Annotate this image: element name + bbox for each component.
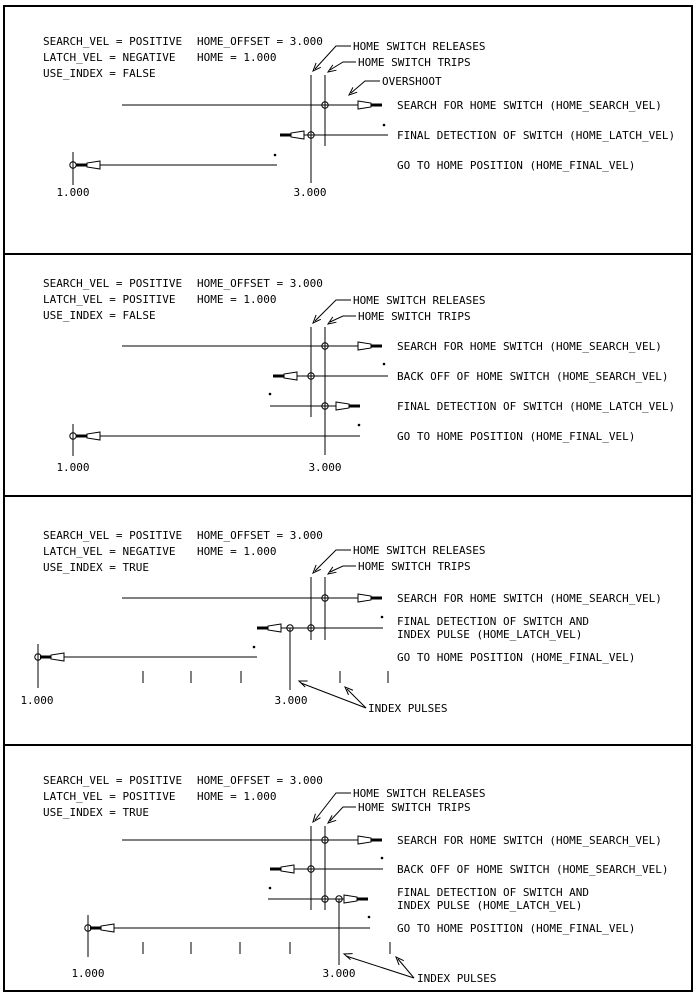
panel-2-params — [43, 277, 323, 322]
panel-3-params — [43, 529, 323, 574]
panel-2-move-search — [122, 340, 662, 353]
home-value-label: 1.000 — [20, 694, 54, 707]
index-leader-arrow-icon — [298, 678, 308, 687]
callout-home-switch-releases: HOME SWITCH RELEASES — [353, 40, 486, 53]
panel-1-move-gohome — [70, 154, 636, 172]
callout-home-switch-trips: HOME SWITCH TRIPS — [358, 56, 471, 69]
panel-4-move-backoff — [270, 857, 669, 876]
panel-2-move-backoff — [273, 363, 669, 383]
param-use-index: USE_INDEX = FALSE — [43, 309, 156, 322]
panel-3-move-search — [122, 592, 662, 605]
home-value-label: 1.000 — [56, 461, 90, 474]
panel-3-move-gohome — [35, 646, 636, 664]
step-backoff-label: BACK OFF OF HOME SWITCH (HOME_SEARCH_VEL) — [397, 863, 669, 876]
step-gohome-label: GO TO HOME POSITION (HOME_FINAL_VEL) — [397, 159, 636, 172]
panel-2-callouts — [311, 294, 486, 327]
param-latch-vel: LATCH_VEL = NEGATIVE — [43, 51, 176, 64]
step-gohome-label: GO TO HOME POSITION (HOME_FINAL_VEL) — [397, 651, 636, 664]
index-leader-2 — [347, 689, 366, 708]
start-dot — [381, 857, 384, 860]
left-arrow-icon — [257, 624, 281, 632]
panel-4-params — [43, 774, 323, 819]
index-leader-1 — [346, 956, 414, 978]
param-latch-vel: LATCH_VEL = POSITIVE — [43, 790, 176, 803]
callout-home-switch-trips: HOME SWITCH TRIPS — [358, 801, 471, 814]
releases-leader — [315, 46, 351, 69]
right-arrow-icon — [358, 342, 382, 350]
right-arrow-icon — [358, 836, 382, 844]
right-arrow-icon — [336, 402, 360, 410]
right-arrow-icon — [358, 594, 382, 602]
param-use-index: USE_INDEX = TRUE — [43, 561, 149, 574]
param-home: HOME = 1.000 — [197, 293, 277, 306]
param-latch-vel: LATCH_VEL = NEGATIVE — [43, 545, 176, 558]
callout-home-switch-trips: HOME SWITCH TRIPS — [358, 310, 471, 323]
offset-value-label: 3.000 — [293, 186, 327, 199]
index-pulses-label: INDEX PULSES — [417, 972, 497, 985]
releases-leader — [315, 550, 351, 571]
param-use-index: USE_INDEX = FALSE — [43, 67, 156, 80]
step-backoff-label: BACK OFF OF HOME SWITCH (HOME_SEARCH_VEL) — [397, 370, 669, 383]
offset-value-label: 3.000 — [274, 694, 308, 707]
panel-4-callouts — [310, 787, 485, 825]
panel-1-callouts — [311, 40, 486, 97]
panel-2-move-gohome — [70, 424, 636, 443]
left-arrow-icon — [40, 653, 64, 661]
overshoot-leader — [351, 81, 380, 93]
panel-1 — [43, 35, 675, 199]
index-leader-arrow-icon — [343, 951, 353, 960]
callout-home-switch-releases: HOME SWITCH RELEASES — [353, 544, 486, 557]
trips-leader — [330, 807, 356, 821]
param-latch-vel: LATCH_VEL = POSITIVE — [43, 293, 176, 306]
callout-home-switch-releases: HOME SWITCH RELEASES — [353, 787, 486, 800]
step-gohome-label: GO TO HOME POSITION (HOME_FINAL_VEL) — [397, 430, 636, 443]
home-value-label: 1.000 — [56, 186, 90, 199]
right-arrow-icon — [358, 101, 382, 109]
right-arrow-icon — [344, 895, 368, 903]
callout-overshoot: OVERSHOOT — [382, 75, 442, 88]
param-home: HOME = 1.000 — [197, 545, 277, 558]
step-search-label: SEARCH FOR HOME SWITCH (HOME_SEARCH_VEL) — [397, 99, 662, 112]
step-final-label-line2: INDEX PULSE (HOME_LATCH_VEL) — [397, 899, 583, 912]
start-dot — [358, 424, 361, 427]
step-search-label: SEARCH FOR HOME SWITCH (HOME_SEARCH_VEL) — [397, 592, 662, 605]
start-dot — [253, 646, 256, 649]
step-final-label-line1: FINAL DETECTION OF SWITCH AND — [397, 615, 590, 628]
step-search-label: SEARCH FOR HOME SWITCH (HOME_SEARCH_VEL) — [397, 340, 662, 353]
panel-1-axis — [56, 152, 326, 199]
trips-leader — [330, 316, 356, 322]
start-dot — [381, 616, 384, 619]
callout-home-switch-trips: HOME SWITCH TRIPS — [358, 560, 471, 573]
left-arrow-icon — [273, 372, 297, 380]
panel-3-move-final — [257, 615, 589, 641]
step-gohome-label: GO TO HOME POSITION (HOME_FINAL_VEL) — [397, 922, 636, 935]
param-use-index: USE_INDEX = TRUE — [43, 806, 149, 819]
param-search-vel: SEARCH_VEL = POSITIVE — [43, 774, 183, 787]
panel-1-move-search — [122, 99, 662, 112]
step-final-label-line2: INDEX PULSE (HOME_LATCH_VEL) — [397, 628, 583, 641]
start-dot — [368, 916, 371, 919]
panel-1-switch-lines — [311, 75, 325, 183]
trips-leader — [330, 62, 356, 70]
param-home-offset: HOME_OFFSET = 3.000 — [197, 35, 323, 48]
left-arrow-icon — [270, 865, 294, 873]
step-final-label: FINAL DETECTION OF SWITCH (HOME_LATCH_VEL) — [397, 400, 676, 413]
start-dot — [269, 887, 272, 890]
home-value-label: 1.000 — [71, 967, 105, 980]
left-arrow-icon — [90, 924, 114, 932]
param-home-offset: HOME_OFFSET = 3.000 — [197, 529, 323, 542]
index-pulses-label: INDEX PULSES — [368, 702, 448, 715]
offset-value-label: 3.000 — [322, 967, 356, 980]
param-home-offset: HOME_OFFSET = 3.000 — [197, 774, 323, 787]
param-home: HOME = 1.000 — [197, 51, 277, 64]
trips-leader — [330, 566, 356, 572]
left-arrow-icon — [76, 161, 100, 169]
panel-3 — [20, 529, 661, 715]
step-final-label-line1: FINAL DETECTION OF SWITCH AND — [397, 886, 590, 899]
start-dot — [274, 154, 277, 157]
left-arrow-icon — [280, 131, 304, 139]
param-search-vel: SEARCH_VEL = POSITIVE — [43, 277, 183, 290]
panel-1-move-final — [280, 124, 675, 142]
releases-leader — [315, 300, 351, 321]
param-search-vel: SEARCH_VEL = POSITIVE — [43, 35, 183, 48]
panel-2-axis — [56, 424, 341, 474]
step-final-label: FINAL DETECTION OF SWITCH (HOME_LATCH_VEL) — [397, 129, 676, 142]
param-home-offset: HOME_OFFSET = 3.000 — [197, 277, 323, 290]
panel-4-move-final — [268, 886, 589, 912]
offset-value-label: 3.000 — [308, 461, 342, 474]
panel-3-callouts — [311, 544, 486, 577]
callout-home-switch-releases: HOME SWITCH RELEASES — [353, 294, 486, 307]
panel-4-switch-lines — [311, 826, 325, 910]
param-search-vel: SEARCH_VEL = POSITIVE — [43, 529, 183, 542]
panel-2 — [43, 277, 675, 474]
panel-4-move-gohome — [85, 916, 636, 935]
panel-2-move-final — [269, 393, 675, 413]
start-dot — [383, 124, 386, 127]
start-dot — [383, 363, 386, 366]
start-dot — [269, 393, 272, 396]
param-home: HOME = 1.000 — [197, 790, 277, 803]
panel-1-params — [43, 35, 323, 80]
panel-4-move-search — [122, 834, 662, 847]
step-search-label: SEARCH FOR HOME SWITCH (HOME_SEARCH_VEL) — [397, 834, 662, 847]
panel-4 — [43, 774, 669, 985]
index-leader-1 — [301, 683, 366, 708]
left-arrow-icon — [76, 432, 100, 440]
